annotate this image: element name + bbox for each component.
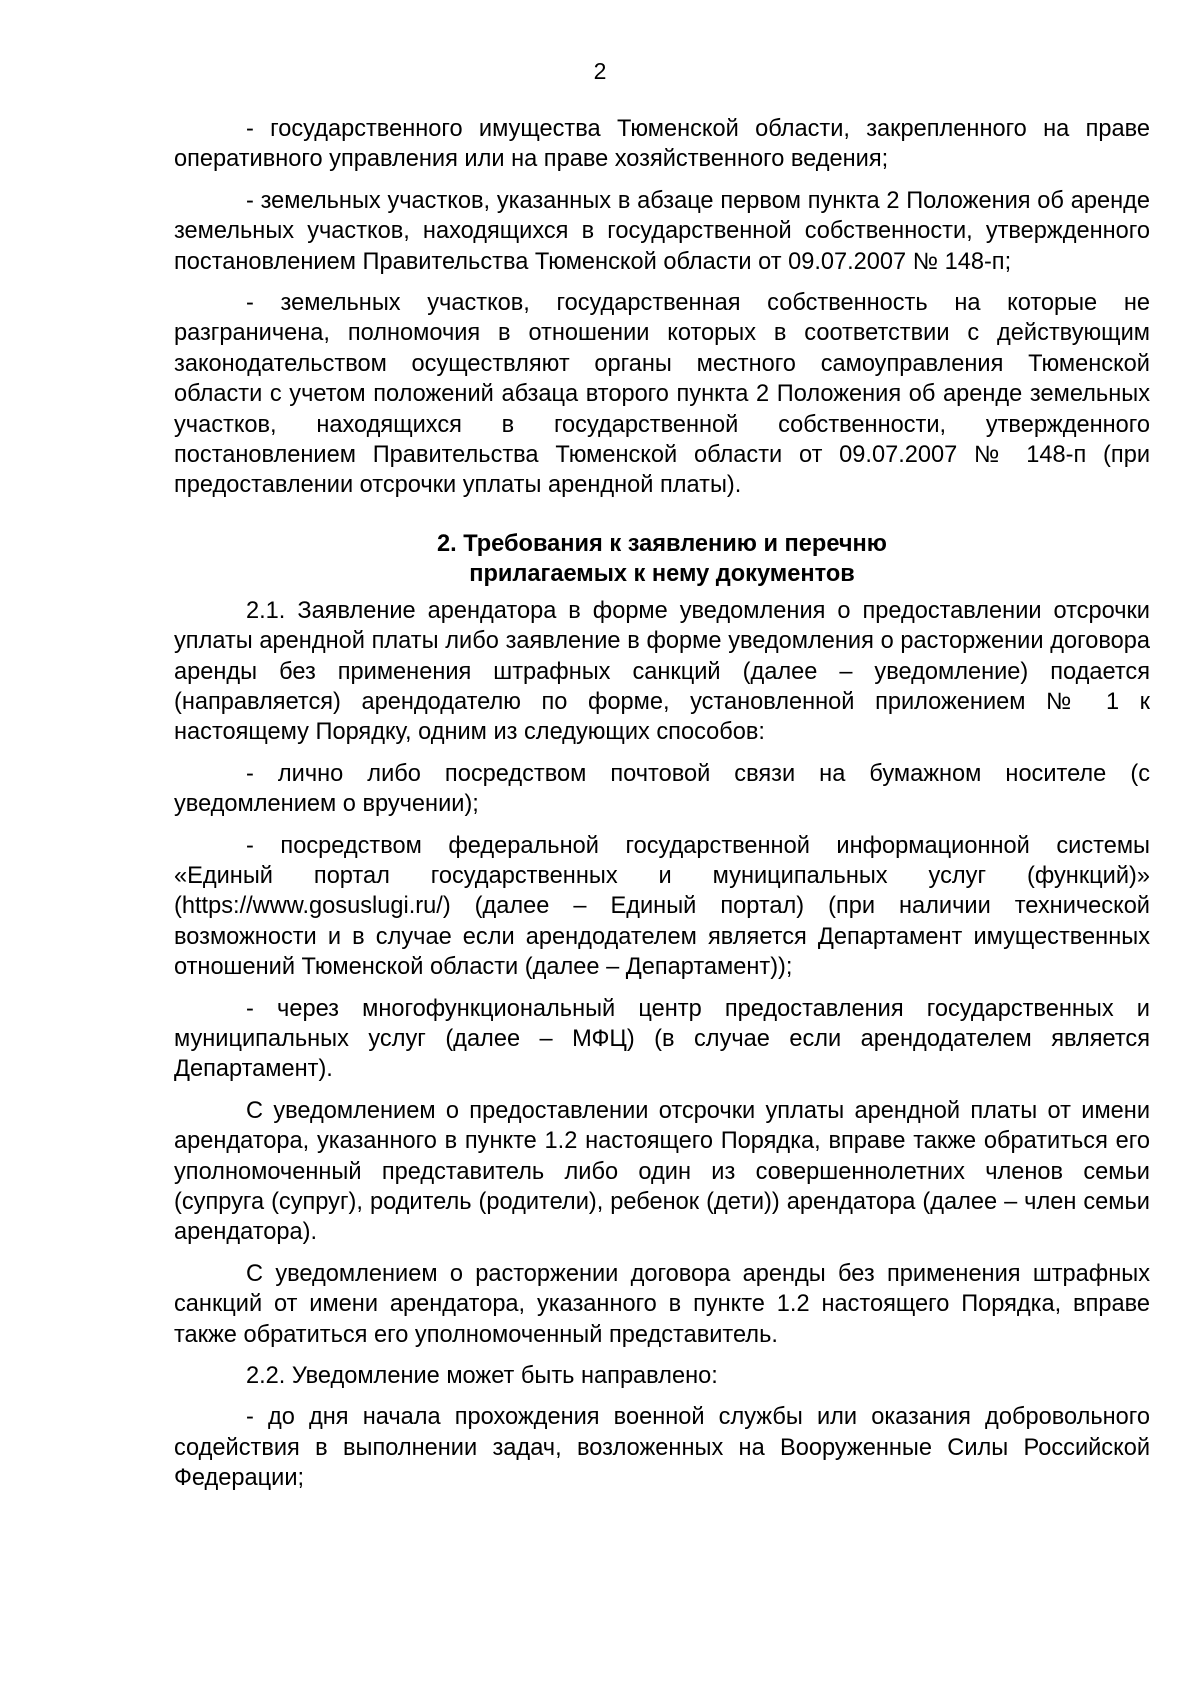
paragraph-method-mfc: - через многофункциональный центр предоставления государственных и муниципальных услуг (далее – МФЦ) (в случае если арендодателем является Департамент). xyxy=(174,995,1150,1083)
section-heading-line-1: 2. Требования к заявлению и перечню xyxy=(437,530,887,557)
paragraph-method-portal: - посредством федеральной государственной информационной системы «Единый портал государственных и муниципальных услуг (функций)» (https://www.gosuslugi.ru/) (далее – Единый портал) (при наличии технической возможности и в случае если арендодателем является Департамент имущественных отношений Тюменской области (далее – Департамент)); xyxy=(174,832,1150,981)
section-heading xyxy=(174,529,1150,590)
paragraph-state-property: - государственного имущества Тюменской области, закрепленного на праве оперативного управления или на праве хозяйственного ведения; xyxy=(174,116,1150,173)
page-number: 2 xyxy=(593,58,607,84)
paragraph-termination-representative: С уведомлением о расторжении договора аренды без применения штрафных санкций от имени арендатора, указанного в пункте 1.2 настоящего Порядка, вправе также обратиться его уполномоченный представитель. xyxy=(174,1260,1150,1348)
paragraph-land-plots-first: - земельных участков, указанных в абзаце первом пункта 2 Положения об аренде земельных участков, находящихся в государственной собственности, утвержденного постановлением Правительства Тюменской области от 09.07.2007 № 148-п; xyxy=(174,187,1150,275)
paragraph-2-1: 2.1. Заявление арендатора в форме уведомления о предоставлении отсрочки уплаты арендной платы либо заявление в форме уведомления о расторжении договора аренды без применения штрафных санкций (далее – уведомление) подается (направляется) арендодателю по форме, установленной приложением № 1 к настоящему Порядку, одним из следующих способов: xyxy=(174,597,1150,746)
paragraph-before-military-service: - до дня начала прохождения военной службы или оказания добровольного содействия в выполнении задач, возложенных на Вооруженные Силы Российской Федерации; xyxy=(174,1404,1150,1492)
section-heading-line-2: прилагаемых к нему документов xyxy=(469,561,855,588)
paragraph-land-plots-unallocated: - земельных участков, государственная собственность на которые не разграничена, полномочия в отношении которых в соответствии с действующим законодательством осуществляют органы местного самоуправления Тюменской области с учетом положений абзаца второго пункта 2 Положения об аренде земельных участков, находящихся в государственной собственности, утвержденного постановлением Правительства Тюменской области от 09.07.2007 № 148-п (при предоставлении отсрочки уплаты арендной платы). xyxy=(174,290,1150,499)
document-body xyxy=(174,114,1150,1505)
paragraph-2-2: 2.2. Уведомление может быть направлено: xyxy=(246,1363,718,1390)
paragraph-deferral-representative: С уведомлением о предоставлении отсрочки уплаты арендной платы от имени арендатора, указанного в пункте 1.2 настоящего Порядка, вправе также обратиться его уполномоченный представитель либо один из совершеннолетних членов семьи (супруга (супруг), родитель (родители), ребенок (дети)) арендатора (далее – член семьи арендатора). xyxy=(174,1097,1150,1246)
paragraph-method-in-person: - лично либо посредством почтовой связи на бумажном носителе (с уведомлением о вручении); xyxy=(174,760,1150,818)
